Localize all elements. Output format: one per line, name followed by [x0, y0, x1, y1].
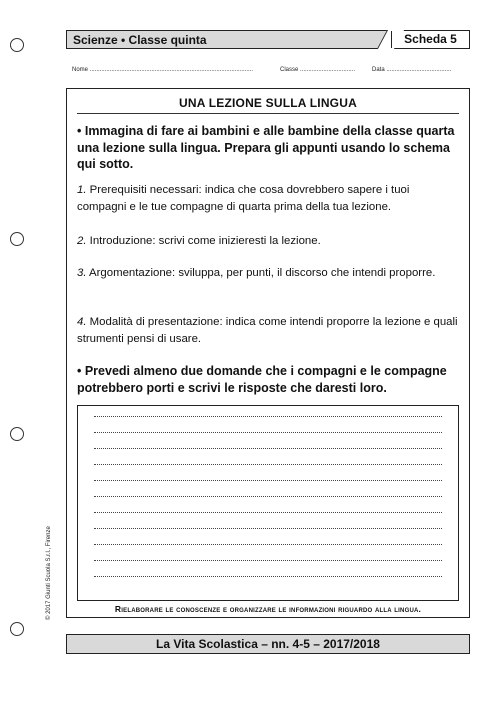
answer-line[interactable] — [94, 512, 442, 513]
answer-line[interactable] — [94, 544, 442, 545]
item-4-number: 4. — [77, 316, 87, 328]
item-4-text: Modalità di presentazione: indica come intendi proporre la lezione e quali strumenti pensi di usare. — [77, 316, 458, 345]
item-2-number: 2. — [77, 235, 87, 247]
answer-line[interactable] — [94, 432, 442, 433]
class-field[interactable]: Classe ................................. — [280, 67, 356, 73]
binder-hole-2 — [10, 232, 24, 246]
answer-line[interactable] — [94, 464, 442, 465]
page-header — [66, 30, 470, 49]
worksheet-title: UNA LEZIONE SULLA LINGUA — [179, 96, 357, 110]
binder-hole-4 — [10, 622, 24, 636]
copyright-notice: © 2017 Giunti Scuola S.r.l., Firenze — [46, 526, 52, 620]
item-3 — [77, 265, 461, 282]
item-1-number: 1. — [77, 184, 87, 196]
item-2-text: Introduzione: scrivi come inizieresti la lezione. — [86, 235, 321, 247]
answer-box[interactable] — [77, 405, 459, 601]
item-4 — [77, 314, 461, 347]
page-footer: La Vita Scolastica – nn. 4-5 – 2017/2018 — [66, 634, 470, 654]
date-field[interactable]: Data ....................................... — [372, 67, 452, 73]
answer-line[interactable] — [94, 560, 442, 561]
answer-line[interactable] — [94, 528, 442, 529]
sheet-label: Scheda 5 — [391, 31, 469, 48]
title-divider — [77, 113, 459, 114]
binder-hole-1 — [10, 38, 24, 52]
item-3-number: 3. — [77, 267, 87, 279]
worksheet-frame — [66, 88, 470, 618]
answer-line[interactable] — [94, 576, 442, 577]
learning-objective: Rielaborare le conoscenze e organizzare le informazioni riguardo alla lingua. — [114, 604, 422, 614]
item-1 — [77, 182, 461, 215]
item-3-text: Argomentazione: sviluppa, per punti, il discorso che intendi proporre. — [86, 267, 436, 279]
binder-hole-3 — [10, 427, 24, 441]
question-instruction: • Prevedi almeno due domande che i compagni e le compagne potrebbero porti e scrivi le risposte che daresti loro. — [77, 364, 447, 395]
answer-line[interactable] — [94, 448, 442, 449]
item-2 — [77, 233, 461, 250]
item-1-text: Prerequisiti necessari: indica che cosa dovrebbero sapere i tuoi compagni e le tue compagne di quarta prima della tua lezione. — [77, 184, 410, 213]
name-field[interactable]: Nome .................................................................................................. — [72, 67, 254, 73]
answer-line[interactable] — [94, 496, 442, 497]
answer-line[interactable] — [94, 480, 442, 481]
intro-instruction: • Immagina di fare ai bambini e alle bambine della classe quarta una lezione sulla lingua. Prepara gli appunti usando lo schema qui sotto. — [77, 124, 455, 171]
subject-label: Scienze • Classe quinta — [73, 33, 207, 47]
answer-line[interactable] — [94, 416, 442, 417]
